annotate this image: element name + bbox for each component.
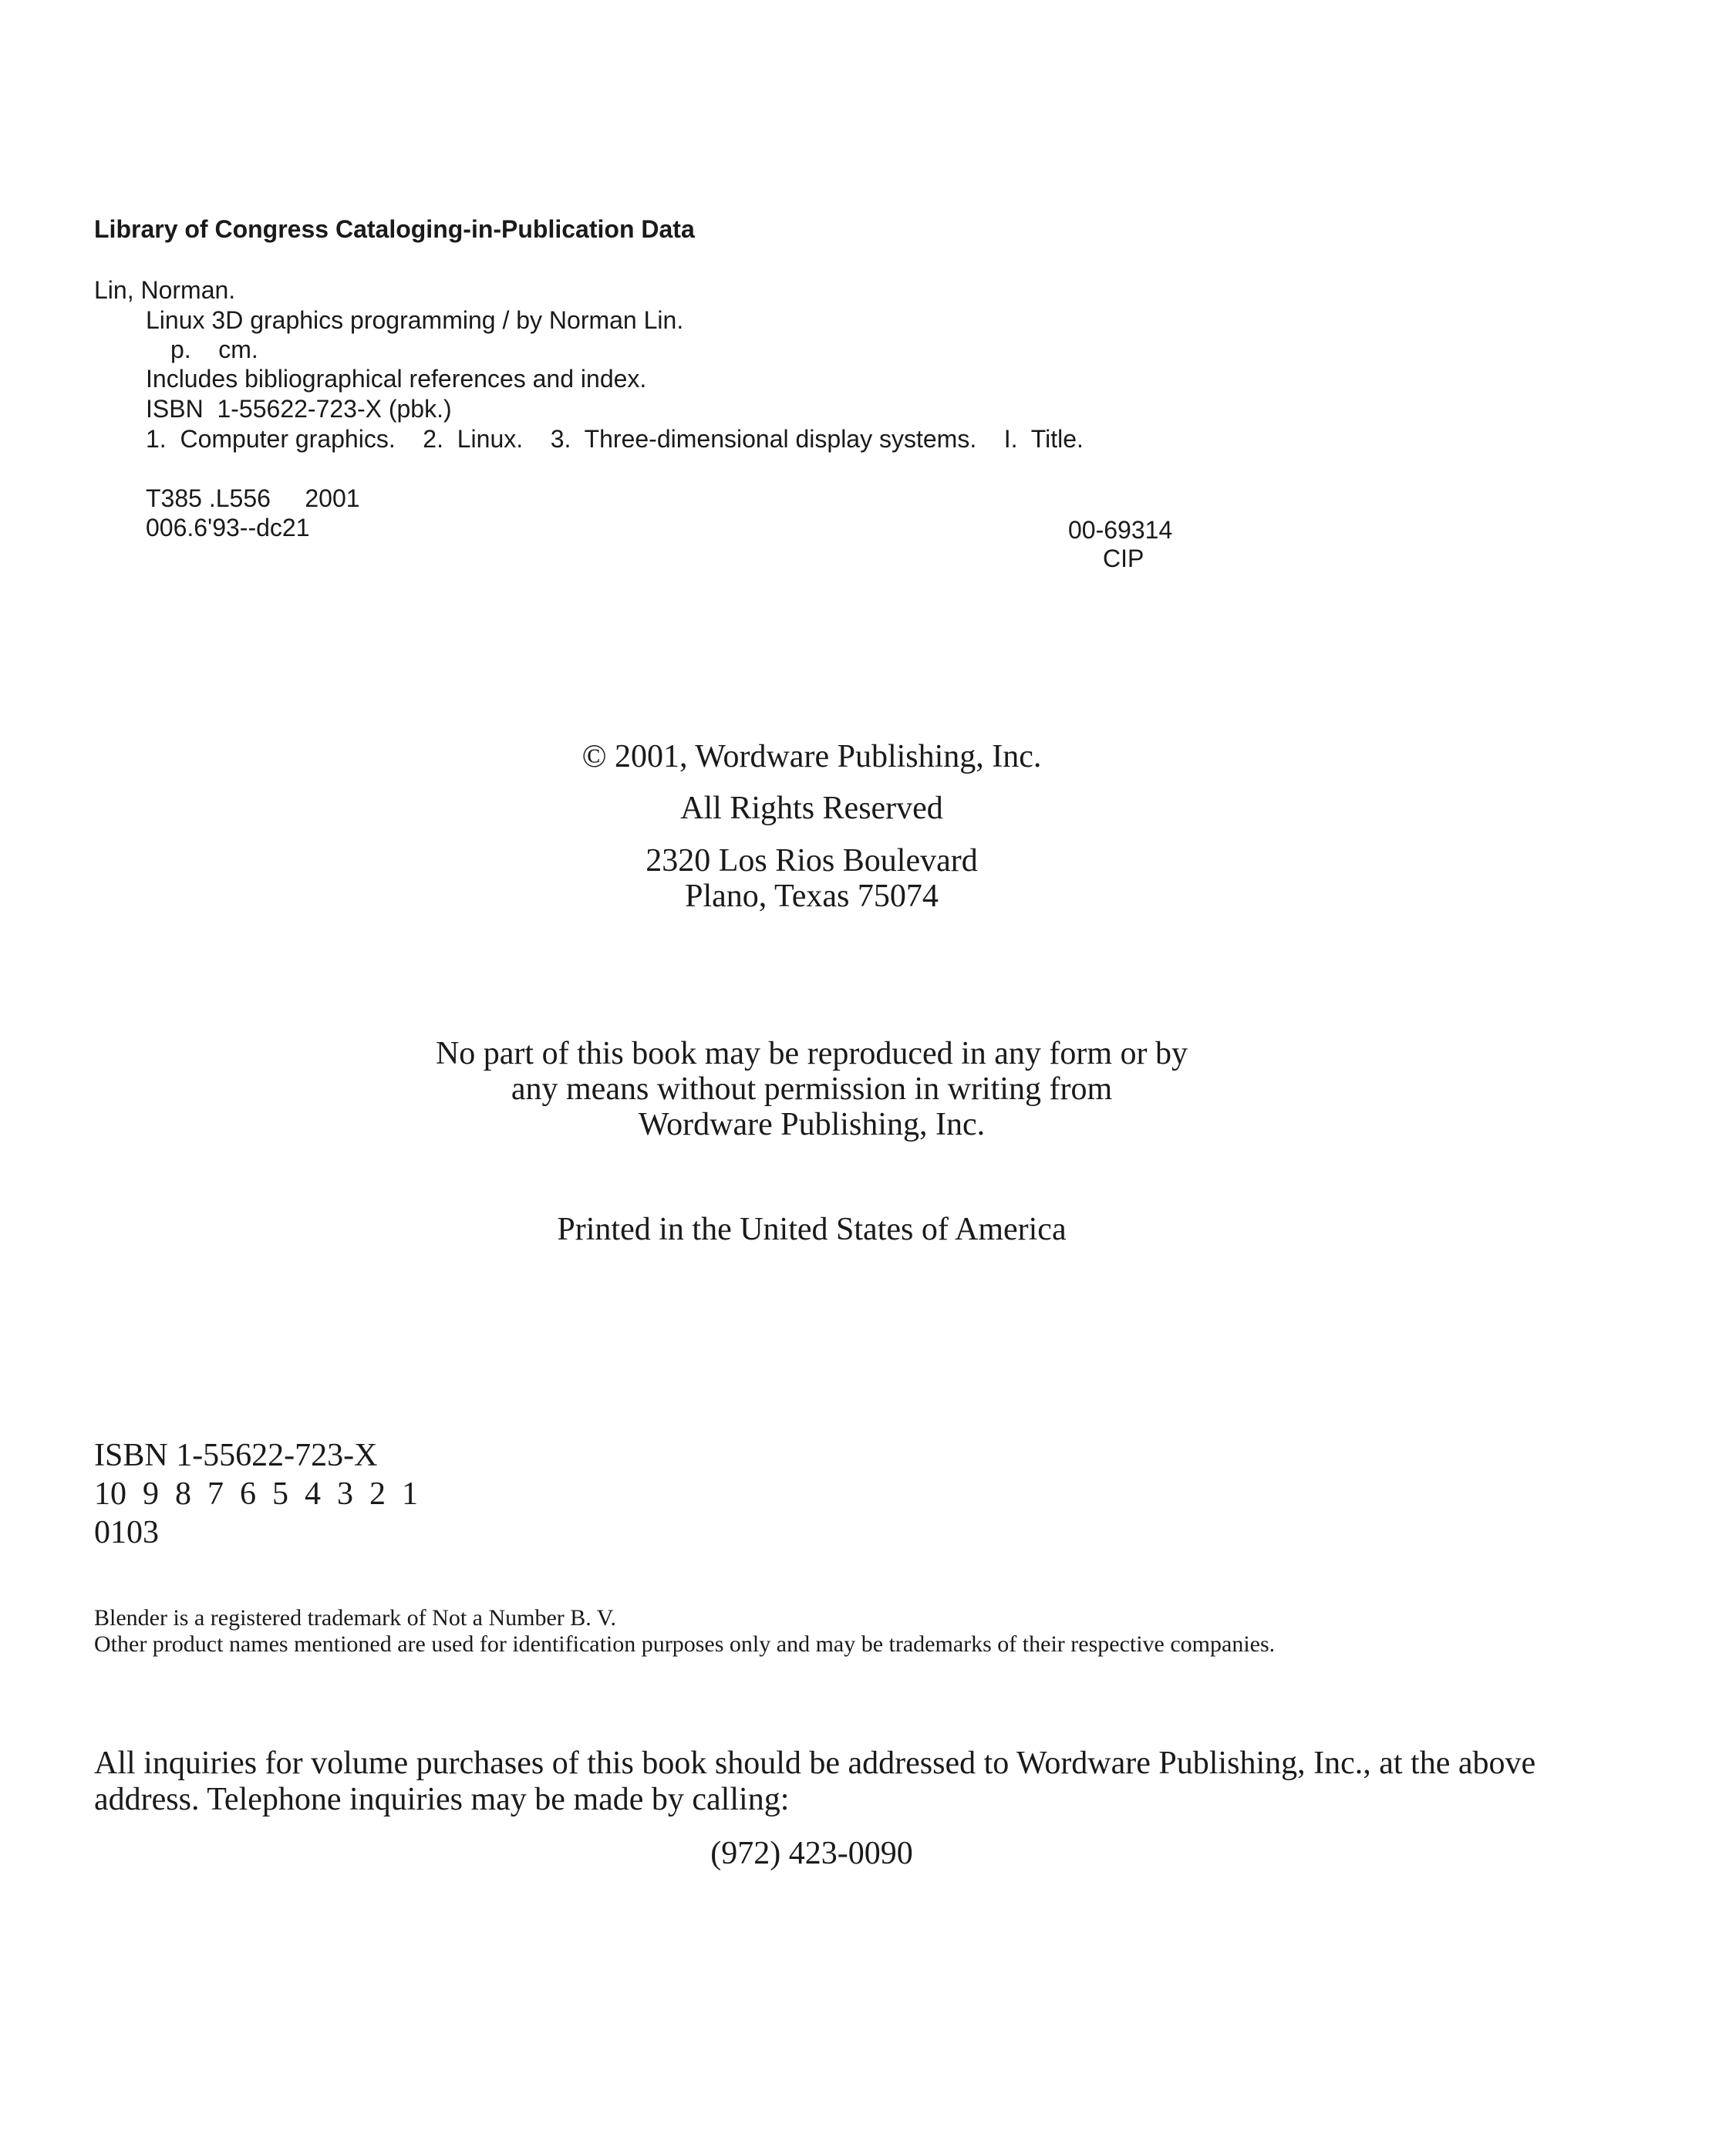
publisher-address-line-1: 2320 Los Rios Boulevard (646, 843, 978, 879)
cip-lccn: 00-69314 (1068, 516, 1173, 544)
phone-number: (972) 423-0090 (710, 1836, 913, 1871)
inquiries-line-1: All inquiries for volume purchases of this book should be addressed to Wordware Publishing, Inc., at the above (94, 1746, 1536, 1781)
notice-line-3: Wordware Publishing, Inc. (638, 1107, 986, 1142)
cip-call-number: T385 .L556 2001 (146, 484, 360, 512)
rights-reserved: All Rights Reserved (680, 791, 943, 826)
notice-line-2: any means without permission in writing from (511, 1071, 1113, 1107)
copyright-line: © 2001, Wordware Publishing, Inc. (581, 739, 1042, 774)
cip-label: CIP (1103, 545, 1144, 572)
cip-title-line: Linux 3D graphics programming / by Norman Lin. (146, 306, 684, 334)
printing-line: 10 9 8 7 6 5 4 3 2 1 (94, 1476, 418, 1512)
printed-in: Printed in the United States of America (557, 1212, 1067, 1247)
cip-heading: Library of Congress Cataloging-in-Publication Data (94, 215, 695, 243)
print-code: 0103 (94, 1515, 159, 1550)
cip-subjects-line: 1. Computer graphics. 2. Linux. 3. Three-dimensional display systems. I. Title. (146, 425, 1084, 453)
trademark-line-1: Blender is a registered trademark of Not a Number B. V. (94, 1605, 617, 1631)
cip-includes-line: Includes bibliographical references and index. (146, 365, 647, 393)
publisher-address-line-2: Plano, Texas 75074 (685, 879, 939, 914)
inquiries-line-2: address. Telephone inquiries may be made by calling: (94, 1782, 790, 1817)
print-isbn: ISBN 1-55622-723-X (94, 1438, 378, 1473)
cip-dewey: 006.6'93--dc21 (146, 514, 310, 541)
cip-pages-line: p. cm. (170, 336, 258, 363)
notice-line-1: No part of this book may be reproduced in any form or by (435, 1036, 1188, 1071)
cip-isbn-line: ISBN 1-55622-723-X (pbk.) (146, 395, 452, 423)
cip-author: Lin, Norman. (94, 276, 236, 304)
trademark-line-2: Other product names mentioned are used for identification purposes only and may be trademarks of their respective companies. (94, 1631, 1276, 1657)
